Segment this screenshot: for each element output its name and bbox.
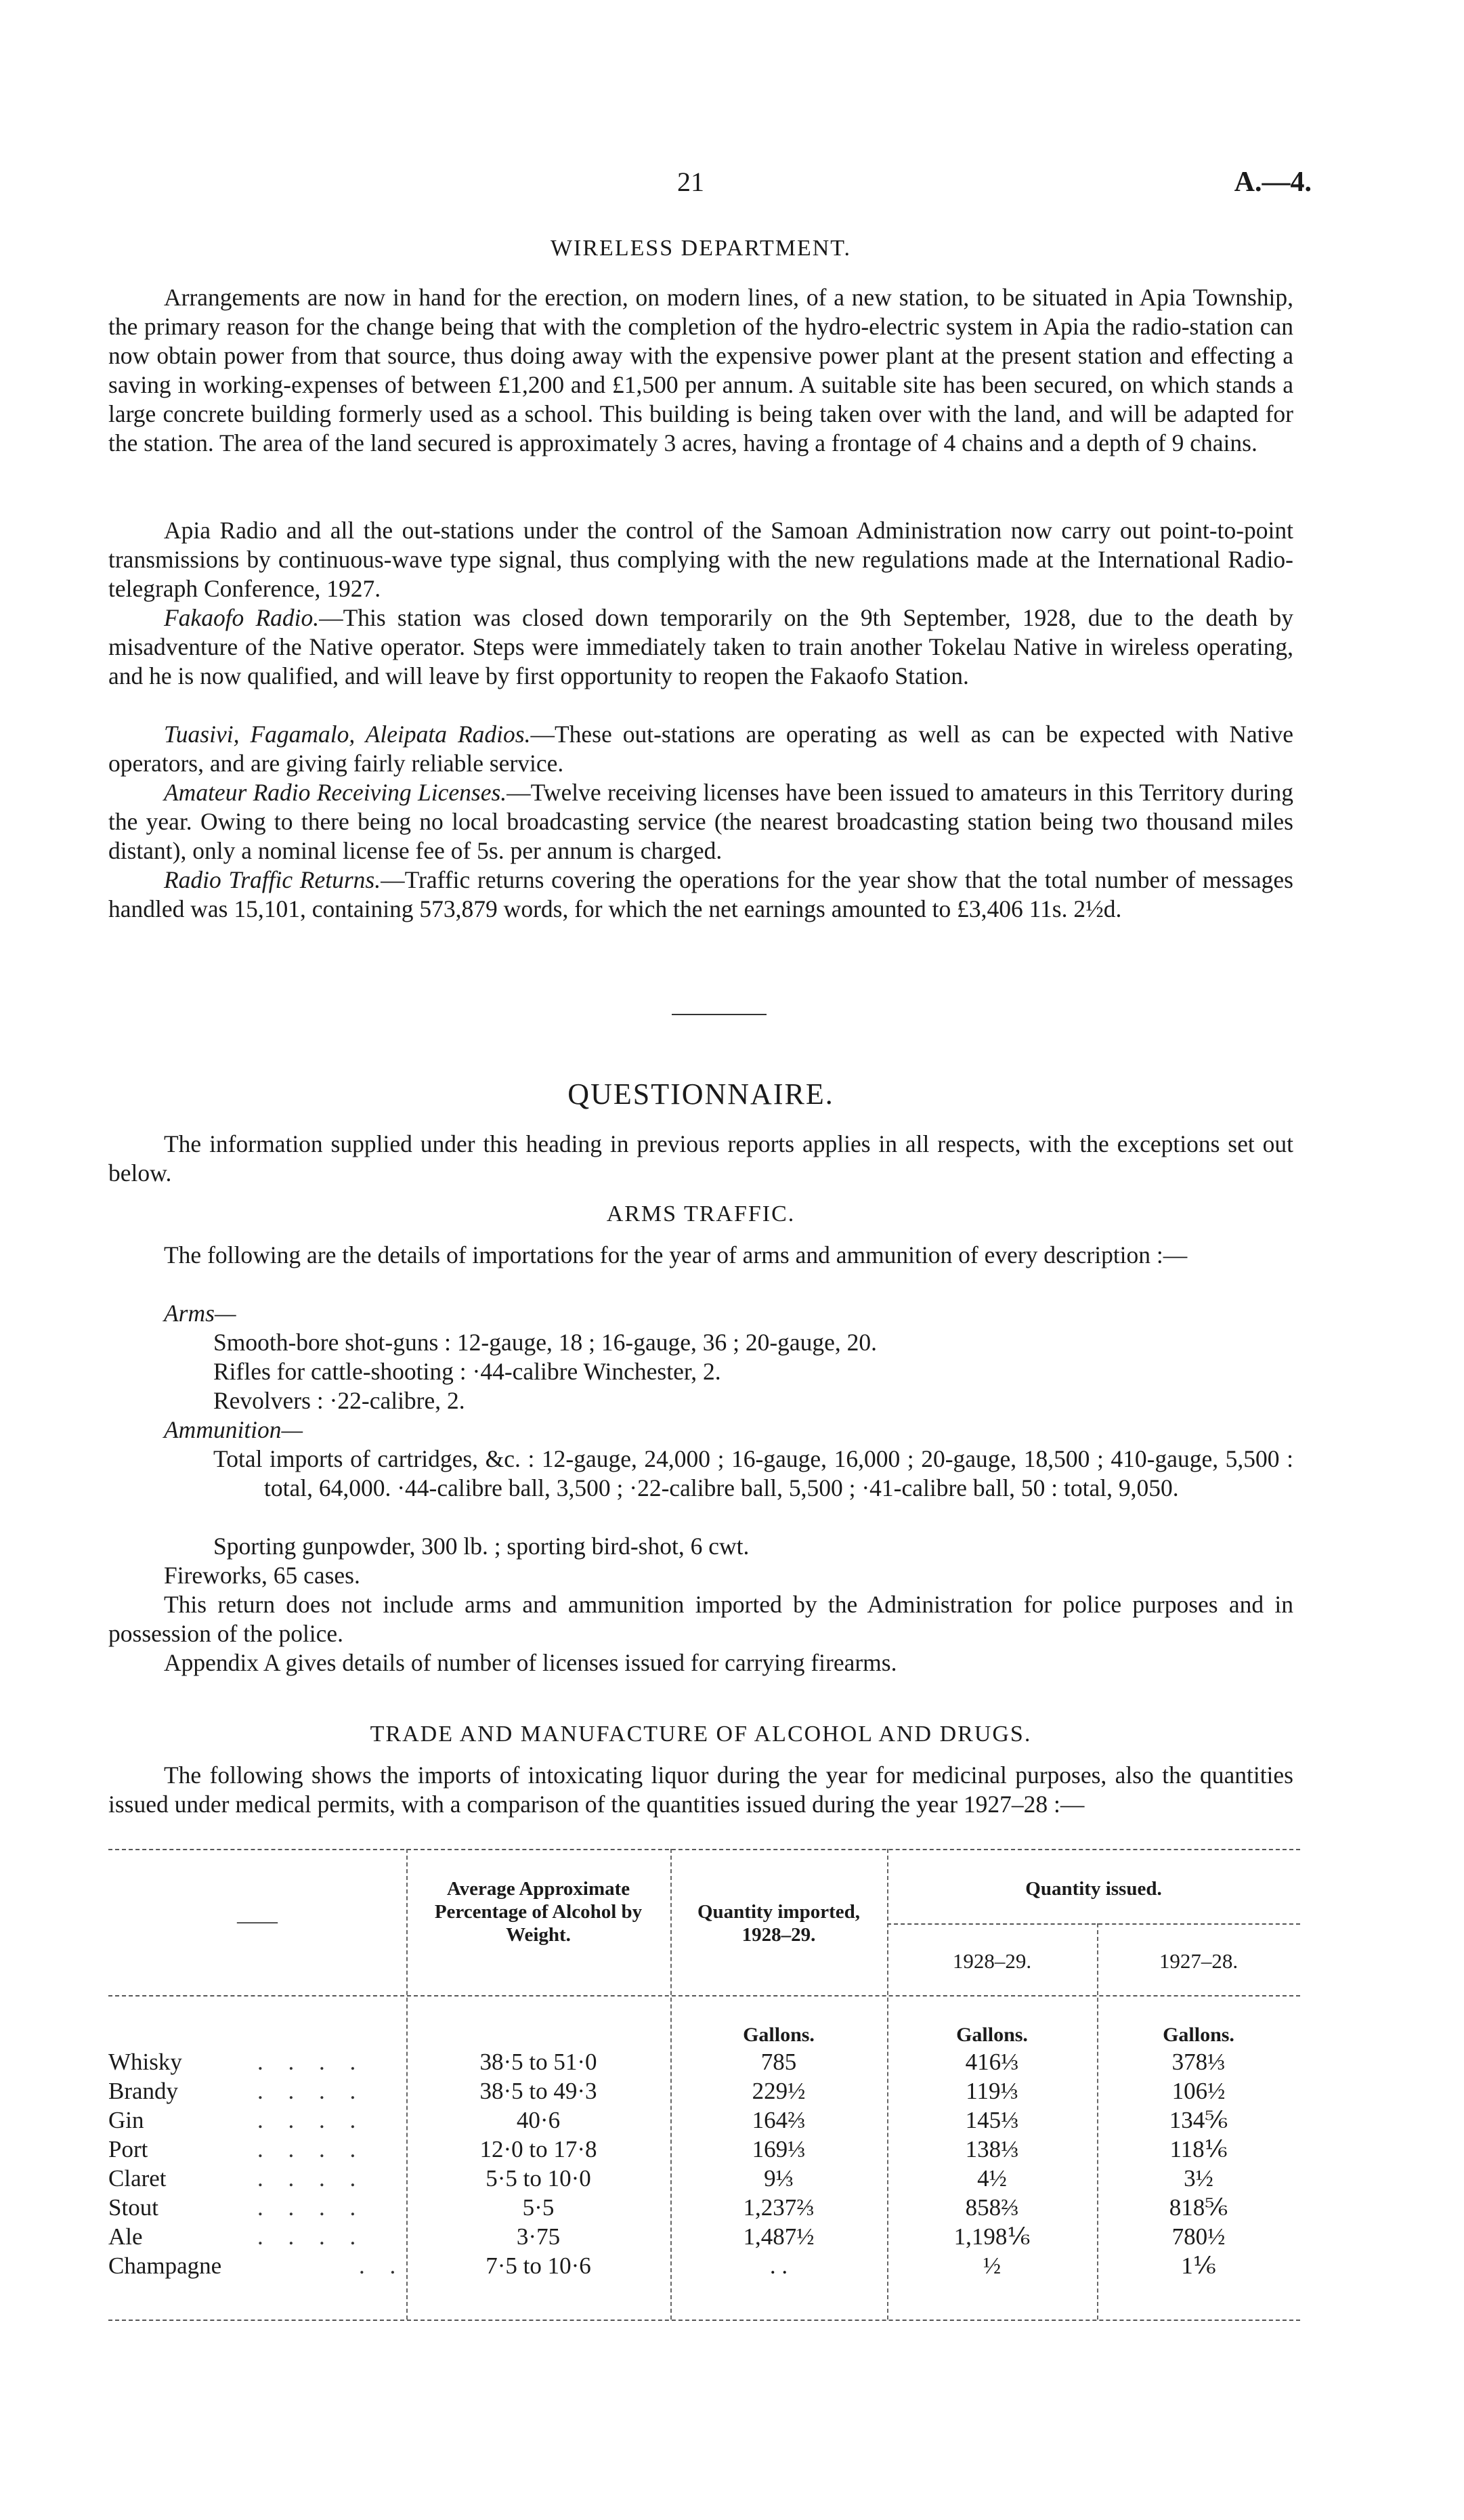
alcohol-percentage: 5·5 (522, 2194, 555, 2221)
quantity-issued-1928-29: 858⅔ (965, 2194, 1019, 2221)
wireless-paragraph-1: Arrangements are now in hand for the erection, on modern lines, of a new station, to be situated in Apia Township, the primary reason for the change being that with the completion of the hydro-electric system in Apia the radio-station can now obtain power from that source, thus doing away with the expensive power plant at the present station and effecting a saving in working-expenses of between £1,200 and £1,500 per annum. A suitable site has been secured, on which stands a large concrete building formerly used as a school. This building is being taken over with the land, and will be adapted for the station. The area of the land secured is approximately 3 acres, having a frontage of 4 chains and a depth of 9 chains. (108, 284, 1293, 456)
alcohol-percentage: 3·75 (516, 2223, 561, 2250)
leader-dots: . . . . (257, 2136, 366, 2162)
table-bottom-rule (108, 2320, 1300, 2321)
table-row (108, 2107, 1300, 2135)
trade-intro: The following shows the imports of intoxicating liquor during the year for medicinal purposes, also the quantities issued under medical permits, with a comparison of the quantities issued during the year 1927–28 :— (108, 1761, 1293, 1818)
wireless-paragraph-2: Apia Radio and all the out-stations under the control of the Samoan Administration now carry out point-to-point transmissions by continuous-wave type signal, thus complying with the new regulations made at the International Radio-telegraph Conference, 1927. (108, 517, 1293, 602)
wireless-heading: WIRELESS DEPARTMENT. (550, 236, 852, 261)
amateur-text: —Twelve receiving licenses have been issued to amateurs in this Territory during the year. Owing to there being no local broadcasting service (the nearest broadcasting station being two thousand miles distant), only a nominal license fee of 5s. per annum is charged. (108, 779, 1294, 864)
liquor-name: Gin (108, 2107, 144, 2133)
quantity-issued-1928-29: ½ (983, 2252, 1002, 2279)
table-top-rule (108, 1849, 1300, 1850)
alcohol-percentage: 7·5 to 10·6 (486, 2252, 591, 2279)
quantity-issued-1928-29: 145⅓ (965, 2107, 1019, 2133)
revolvers-line: Revolvers : ·22-calibre, 2. (213, 1387, 465, 1414)
arms-label: Arms— (164, 1300, 236, 1327)
appendix-note: Appendix A gives details of number of licenses issued for carrying firearms. (164, 1649, 897, 1676)
outstations-paragraph (108, 720, 1293, 778)
traffic-paragraph (108, 866, 1293, 924)
table-row (108, 2194, 1300, 2223)
table-row (108, 2078, 1300, 2106)
outstations-title: Tuasivi, Fagamalo, Aleipata Radios. (164, 721, 531, 748)
gunpowder-line: Sporting gunpowder, 300 lb. ; sporting bird-shot, 6 cwt. (213, 1533, 750, 1560)
table-row (108, 2049, 1300, 2077)
fakaofo-text: —This station was closed down temporarily on the 9th September, 1928, due to the death by misadventure of the Native operator. Steps were immediately taken to train another Tokelau Native in wireless operating, and he is now qualified, and will leave by first opportunity to reopen the Fakaofo Station. (108, 604, 1293, 689)
col3b-header: 1927–28. (1159, 1949, 1239, 1973)
quantity-issued-1927-28: 134⅚ (1169, 2107, 1228, 2133)
fakaofo-paragraph (108, 603, 1293, 691)
col1-header: Average Approximate Percentage of Alcohol by Weight. (434, 1878, 643, 1946)
liquor-name: Ale (108, 2223, 143, 2250)
section-divider (672, 1014, 767, 1015)
quantity-issued-1927-28: 118⅙ (1169, 2136, 1228, 2162)
table-row (108, 2165, 1300, 2194)
fireworks-line: Fireworks, 65 cases. (164, 1562, 360, 1589)
issued-group-rule (887, 1923, 1300, 1925)
quantity-issued-1927-28: 1⅙ (1181, 2252, 1216, 2279)
units-issued-2728: Gallons. (1163, 2024, 1234, 2046)
liquor-name: Stout (108, 2194, 158, 2221)
leader-dots: . . . . (257, 2223, 366, 2250)
quantity-issued-1927-28: 818⅚ (1169, 2194, 1228, 2221)
quantity-imported: 9⅓ (764, 2165, 794, 2192)
liquor-name: Claret (108, 2165, 167, 2192)
arms-intro: The following are the details of importations for the year of arms and ammunition of every description :— (164, 1241, 1188, 1268)
quantity-imported: . . (769, 2252, 788, 2279)
table-row (108, 2223, 1300, 2252)
liquor-name: Champagne (108, 2252, 222, 2279)
units-issued-2829: Gallons. (956, 2024, 1028, 2046)
leader-dots: . . . . (257, 2078, 366, 2104)
quantity-issued-1927-28: 106½ (1171, 2078, 1226, 2104)
ammunition-label: Ammunition— (164, 1416, 303, 1443)
col3-group-header: Quantity issued. (1025, 1878, 1162, 1900)
questionnaire-heading: QUESTIONNAIRE. (567, 1077, 834, 1111)
alcohol-percentage: 38·5 to 51·0 (479, 2049, 597, 2075)
col3a-header: 1928–29. (952, 1949, 1032, 1973)
quantity-imported: 785 (760, 2049, 797, 2075)
alcohol-percentage: 38·5 to 49·3 (479, 2078, 597, 2104)
alcohol-percentage: 40·6 (516, 2107, 561, 2133)
quantity-issued-1927-28: 780½ (1171, 2223, 1226, 2250)
fakaofo-title: Fakaofo Radio. (164, 604, 320, 631)
liquor-table (108, 1849, 1300, 2323)
page-header (0, 166, 1464, 207)
leader-dots: . . . . (257, 2194, 366, 2221)
alcohol-percentage: 12·0 to 17·8 (479, 2136, 597, 2162)
rifles-line: Rifles for cattle-shooting : ·44-calibre Winchester, 2. (213, 1358, 721, 1385)
arms-heading: ARMS TRAFFIC. (606, 1201, 796, 1226)
quantity-issued-1927-28: 3½ (1184, 2165, 1213, 2192)
return-note: This return does not include arms and ammunition imported by the Administration for police purposes and in possession of the police. (108, 1591, 1293, 1647)
quantity-issued-1927-28: 378⅓ (1171, 2049, 1226, 2075)
series-number: A.—4. (1234, 167, 1312, 198)
quantity-imported: 1,237⅔ (743, 2194, 815, 2221)
cartridges-line: Total imports of cartridges, &c. : 12-gauge, 24,000 ; 16-gauge, 16,000 ; 20-gauge, 18,500 ; 410-gauge, 5,500 : total, 64,000. ·44-calibre ball, 3,500 ; ·22-calibre ball, 5,500 ; ·41-calibre ball, 50 : total, 9,050. (213, 1445, 1293, 1501)
units-imported: Gallons. (743, 2024, 815, 2046)
quantity-issued-1928-29: 4½ (977, 2165, 1007, 2192)
alcohol-percentage: 5·5 to 10·0 (486, 2165, 591, 2192)
traffic-title: Radio Traffic Returns. (164, 866, 381, 893)
quantity-imported: 164⅔ (752, 2107, 806, 2133)
leader-dots: . . . . (257, 2165, 366, 2192)
quantity-issued-1928-29: 138⅓ (965, 2136, 1019, 2162)
quantity-issued-1928-29: 119⅓ (966, 2078, 1018, 2104)
leader-dots: . . (359, 2252, 406, 2279)
traffic-text: —Traffic returns covering the operations for the year show that the total number of messages handled was 15,101, containing 573,879 words, for which the net earnings amounted to £3,406 11s. 2½d. (108, 866, 1293, 922)
leader-dots: . . . . (257, 2049, 366, 2075)
outstations-text: —These out-stations are operating as well as can be expected with Native operators, and are giving fairly reliable service. (108, 721, 1293, 777)
trade-heading: TRADE AND MANUFACTURE OF ALCOHOL AND DRUGS. (370, 1722, 1032, 1747)
col2-header: Quantity imported, 1928–29. (697, 1901, 861, 1946)
amateur-paragraph (108, 778, 1293, 866)
quantity-imported: 1,487½ (743, 2223, 815, 2250)
table-row (108, 2252, 1300, 2281)
liquor-name: Whisky (108, 2049, 182, 2075)
page-number: 21 (677, 167, 704, 197)
shotguns-line: Smooth-bore shot-guns : 12-gauge, 18 ; 16-gauge, 36 ; 20-gauge, 20. (213, 1329, 878, 1356)
quantity-imported: 229½ (752, 2078, 806, 2104)
questionnaire-intro: The information supplied under this heading in previous reports applies in all respects, with the exceptions set out below. (108, 1130, 1293, 1187)
table-row (108, 2136, 1300, 2164)
liquor-name: Port (108, 2136, 148, 2162)
table-header-rule (108, 1995, 1300, 1996)
quantity-issued-1928-29: 1,198⅙ (953, 2223, 1031, 2250)
col0-header: —— (237, 1910, 278, 1932)
quantity-imported: 169⅓ (752, 2136, 806, 2162)
leader-dots: . . . . (257, 2107, 366, 2133)
quantity-issued-1928-29: 416⅓ (965, 2049, 1019, 2075)
amateur-title: Amateur Radio Receiving Licenses. (164, 779, 507, 806)
liquor-name: Brandy (108, 2078, 179, 2104)
